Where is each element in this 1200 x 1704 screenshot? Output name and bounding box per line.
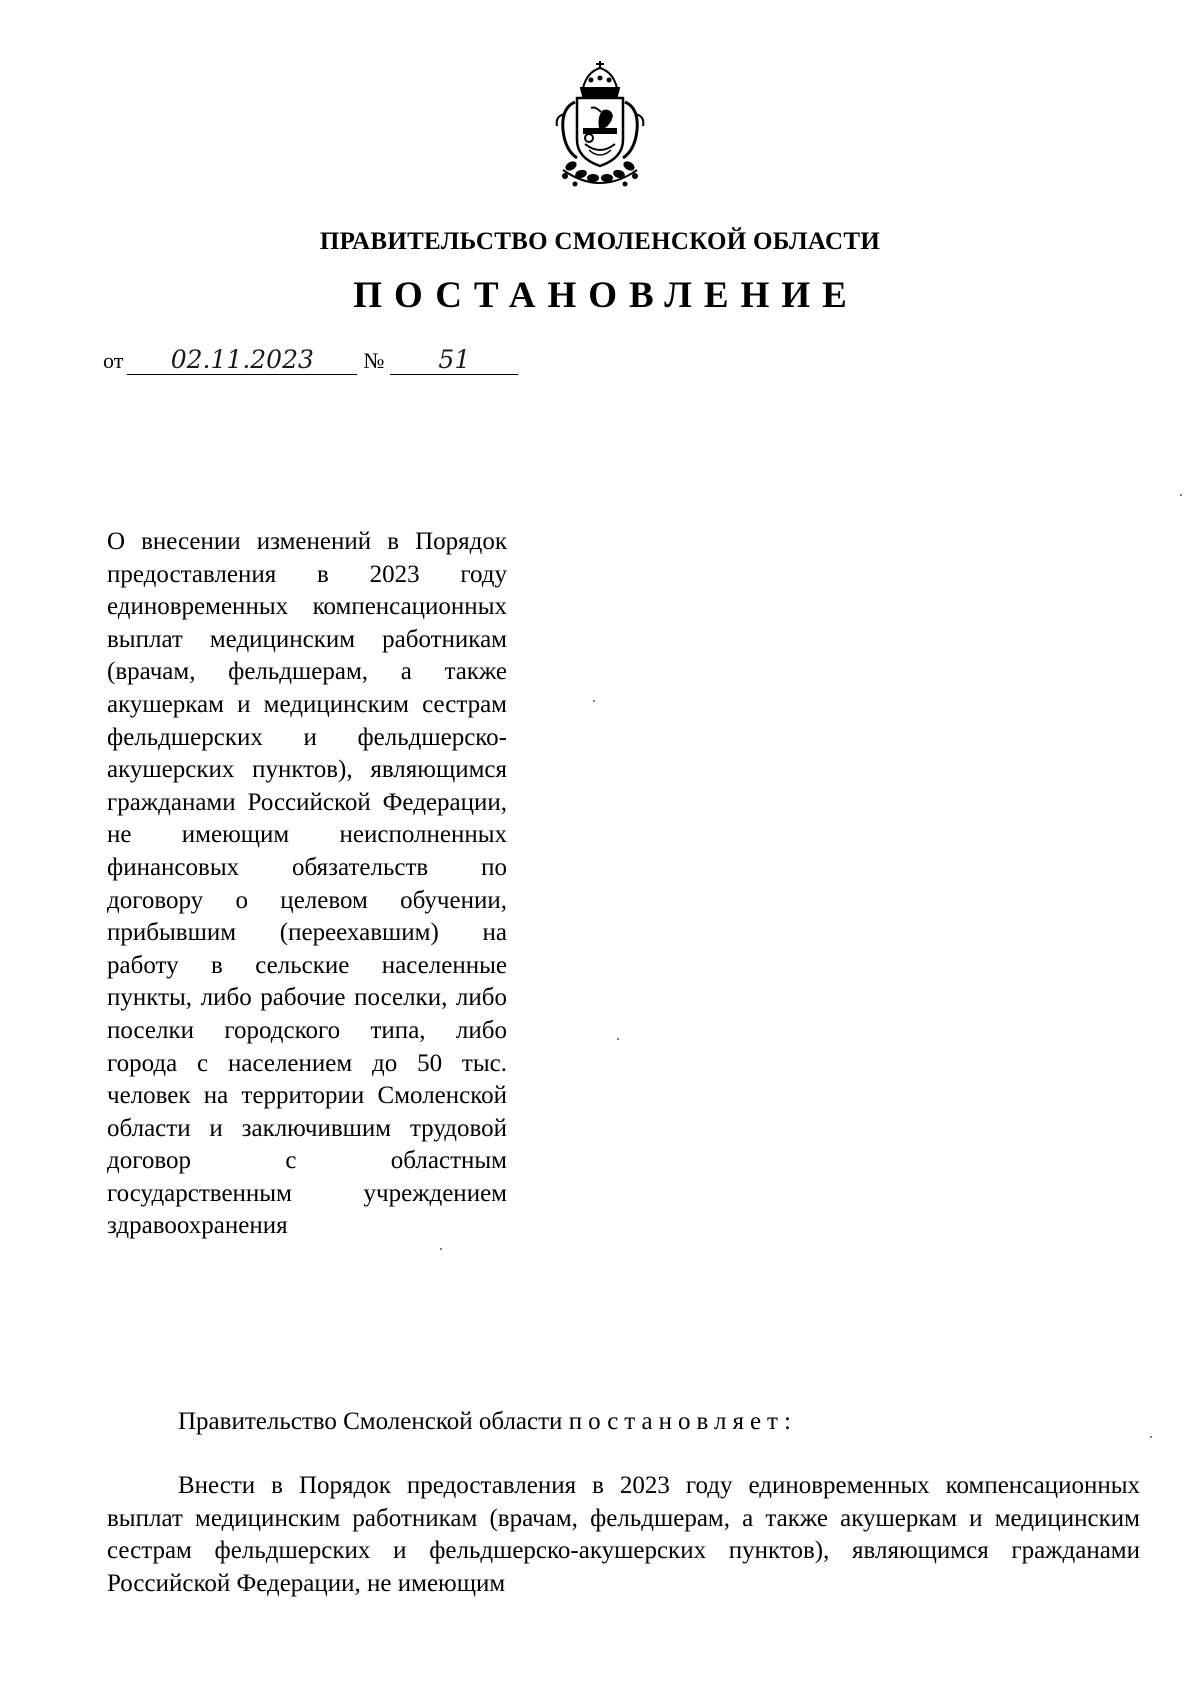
authority-title: ПРАВИТЕЛЬСТВО СМОЛЕНСКОЙ ОБЛАСТИ [319,228,881,255]
scan-speck [440,1248,442,1250]
preamble-subject: Правительство Смоленской области [178,1408,563,1435]
scan-speck [617,1038,619,1040]
scan-speck [1150,1436,1152,1438]
preamble [178,1408,797,1436]
document-type-title: ПОСТАНОВЛЕНИЕ [353,275,859,316]
date-number-line [103,346,518,375]
smolensk-coat-of-arms-icon [541,58,659,198]
preamble-verb: постановляет: [568,1408,797,1435]
coat-of-arms-emblem [541,58,659,198]
number-label: № [363,348,385,373]
scan-speck [1180,494,1182,496]
date-label: от [103,348,124,373]
scan-speck [593,700,595,702]
document-number: 51 [390,346,518,375]
document-subject: О внесении изменений в Порядок предоставления в 2023 году единовременных компенсационных выплат медицинским работникам (врачам, фельдшерам, а также акушеркам и медицинским сестрам фельдшерских и фельдшерско-акушерских пунктов), являющимся гражданами Российской Федерации, не имеющим неисполненных финансовых обязательств по договору о целевом обучении, прибывшим (переехавшим) на работу в сельские населенные пункты, либо рабочие поселки, либо поселки городского типа, либо города с населением до 50 тыс. человек на территории Смоленской области и заключившим трудовой договор с областным государственным учреждением здравоохранения [107,528,507,1240]
body-paragraph: Внести в Порядок предоставления в 2023 году единовременных компенсационных выплат медицинским работникам (врачам, фельдшерам, а также акушеркам и медицинским сестрам фельдшерских и фельдшерско-акушерских пунктов), являющимся гражданами Российской Федерации, не имеющим [107,1472,1140,1597]
document-date: 02.11.2023 [127,346,357,375]
